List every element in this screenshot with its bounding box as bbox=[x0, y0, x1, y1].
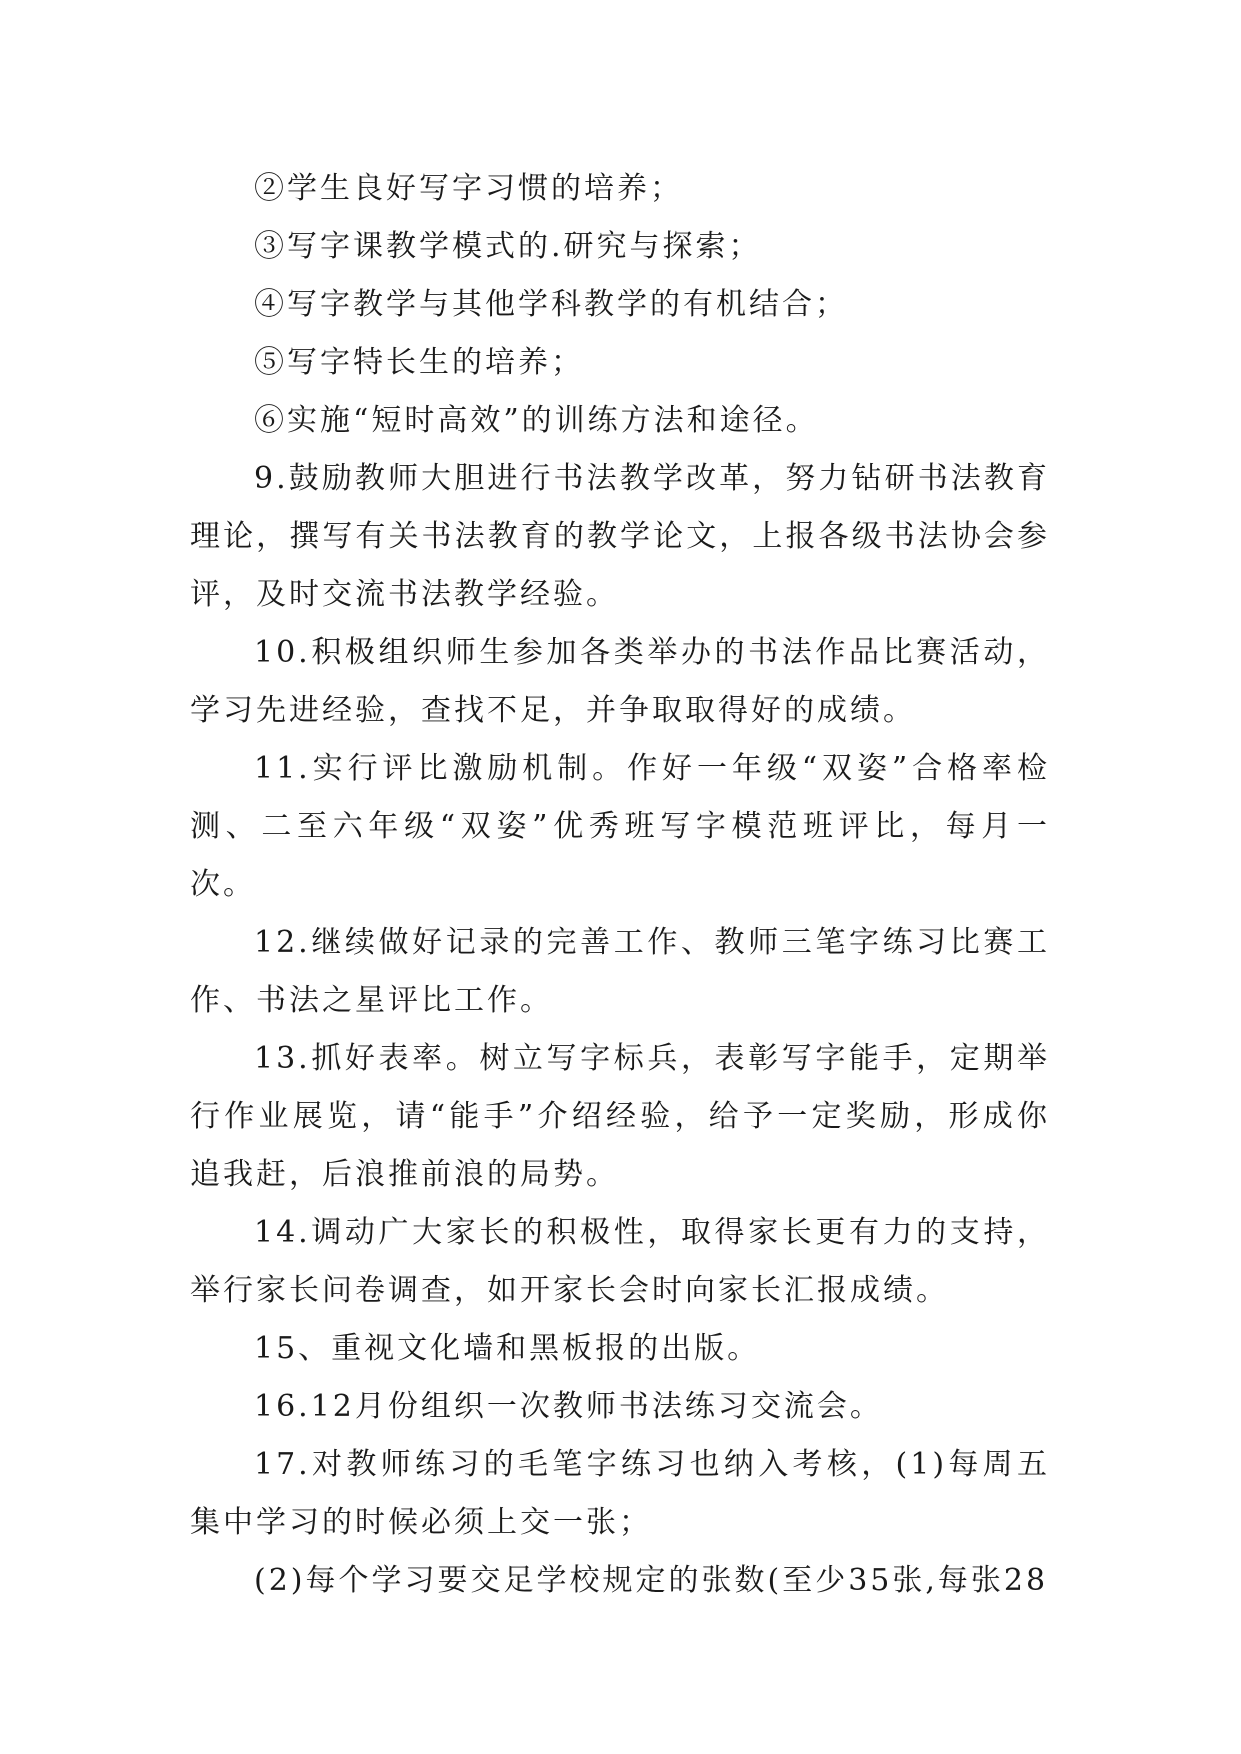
paragraph: 17.对教师练习的毛笔字练习也纳入考核，(1)每周五集中学习的时候必须上交一张； bbox=[190, 1447, 1050, 1540]
paragraph: ③写字课教学模式的.研究与探索； bbox=[254, 229, 762, 264]
paragraph: ④写字教学与其他学科教学的有机结合； bbox=[254, 287, 848, 322]
paragraph: ⑥实施“短时高效”的训练方法和途径。 bbox=[254, 403, 819, 438]
paragraph: 14.调动广大家长的积极性，取得家长更有力的支持，举行家长问卷调查，如开家长会时向家长汇报成绩。 bbox=[190, 1215, 1050, 1308]
paragraph: ⑤写字特长生的培养； bbox=[254, 345, 584, 380]
paragraph: 16.12月份组织一次教师书法练习交流会。 bbox=[254, 1389, 883, 1424]
paragraph: 13.抓好表率。树立写字标兵，表彰写字能手，定期举行作业展览，请“能手”介绍经验，给予一定奖励，形成你追我赶，后浪推前浪的局势。 bbox=[190, 1041, 1050, 1192]
paragraph: 11.实行评比激励机制。作好一年级“双姿”合格率检测、二至六年级“双姿”优秀班写字模范班评比，每月一次。 bbox=[190, 751, 1050, 902]
paragraph: 15、重视文化墙和黑板报的出版。 bbox=[254, 1331, 761, 1366]
paragraph: 10.积极组织师生参加各类举办的书法作品比赛活动，学习先进经验，查找不足，并争取取得好的成绩。 bbox=[190, 635, 1050, 728]
document-body bbox=[190, 160, 1050, 1610]
paragraph: ②学生良好写字习惯的培养； bbox=[254, 171, 683, 206]
paragraph: 12.继续做好记录的完善工作、教师三笔字练习比赛工作、书法之星评比工作。 bbox=[190, 925, 1050, 1018]
paragraph: (2)每个学习要交足学校规定的张数(至少35张,每张28 bbox=[254, 1563, 1049, 1598]
paragraph: 9.鼓励教师大胆进行书法教学改革，努力钻研书法教育理论，撰写有关书法教育的教学论文，上报各级书法协会参评，及时交流书法教学经验。 bbox=[190, 461, 1050, 612]
